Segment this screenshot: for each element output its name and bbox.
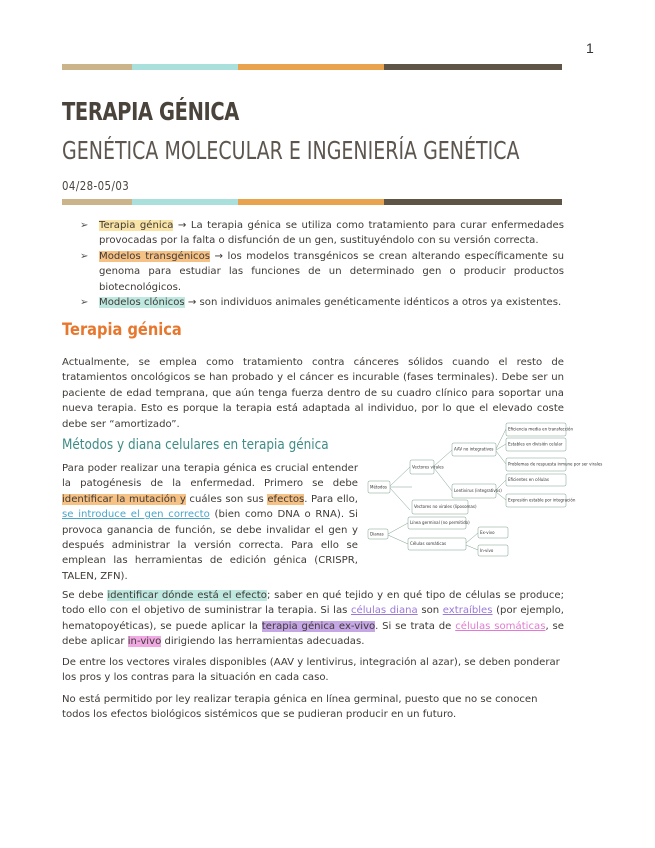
diagram-node-metodos: Métodos [370, 484, 387, 490]
text-highlight: efectos [267, 493, 305, 505]
diagram-node-aav-1: Eficiencia media en transfección [508, 426, 574, 432]
page-subtitle: GENÉTICA MOLECULAR E INGENIERÍA GENÉTICA [62, 136, 520, 165]
link-gen-correcto[interactable]: se introduce el gen correcto [62, 509, 210, 521]
paragraph-intro: Actualmente, se emplea como tratamiento contra cánceres sólidos cuando el resto de tratamientos oncológicos se han probado y el cáncer es incurable (fases terminales). Debe ser un paciente de edad temprana, que aún tenga fuerza dentro de su cuadro clínico para soportar una nueva terapia. Esto es porque la terapia está adaptada al individuo, por lo que el elevado coste debe ser “amortizado”. [62, 357, 564, 430]
term-definition: → son individuos animales genéticamente idénticos a otros ya existentes. [184, 297, 562, 309]
term-definition: → los modelos transgénicos se crean alterando específicamente su genoma para estudiar las funciones de un determinado gen o producir productos biotecnológicos. [99, 251, 564, 293]
arrow-bullet-icon: ➢ [80, 251, 89, 263]
arrow-bullet-icon: ➢ [80, 220, 89, 231]
term-definition: → La terapia génica se utiliza como tratamiento para curar enfermedades provocadas por la falta o disfunción de un gen, sustituyéndolo con su versión correcta. [99, 220, 564, 247]
list-item [80, 218, 564, 249]
diagram-node-aav: AAV no integrativos [454, 446, 494, 452]
term-highlight: Modelos clónicos [99, 297, 185, 309]
diagram-node-vectores-no-virales: Vectores no virales (liposomas) [414, 504, 477, 509]
paragraph-vectores: De entre los vectores virales disponibles (AAV y lentivirus, integración al azar), se deben ponderar los pros y los contras para la situación en cada caso. [62, 657, 560, 684]
link-extraibles[interactable]: extraíbles [442, 605, 493, 617]
methods-diagram [366, 420, 603, 562]
link-celulas-somaticas[interactable]: células somáticas [455, 620, 546, 632]
section-heading-terapia-genica: Terapia génica [62, 320, 182, 340]
top-divider-bar [62, 64, 562, 70]
text-highlight: in-vivo [127, 636, 162, 648]
diagram-node-in-vivo: In-vivo [480, 548, 494, 553]
paragraph-diana: Se debe identificar dónde está el efecto; saber en qué tejido y en qué tipo de células se produce; todo ello con el objetivo de suministrar la terapia. Si las células diana son extraíbles (por ejemplo, hematopoyéticas), se puede aplicar la terapia génica ex-vivo. Si se trata de células somáticas, se debe aplicar in-vivo dirigiendo las herramientas adecuadas. [62, 590, 564, 648]
arrow-bullet-icon: ➢ [80, 297, 89, 309]
date-range: 04/28-05/03 [62, 179, 130, 193]
term-highlight: Modelos transgénicos [99, 251, 211, 263]
paragraph-linea-germinal: No está permitido por ley realizar terapia génica en línea germinal, puesto que no se conocen todos los efectos biológicos sistémicos que se pudieran producir en un futuro. [62, 694, 538, 721]
section-heading-metodos: Métodos y diana celulares en terapia génica [62, 437, 329, 453]
paragraph-metodos: Para poder realizar una terapia génica es crucial entender la patogénesis de la enfermedad. Primero se debe identificar la mutación y cuáles son sus efectos. Para ello, se introduce el gen correcto (bien como DNA o RNA). Si provoca ganancia de función, se debe invalidar el gen y después administrar la versión correcta. Para ello se emplean las herramientas de edición génica (CRISPR, TALEN, ZFN). [62, 463, 358, 582]
diagram-node-lenti-1: Eficientes en células [508, 477, 549, 482]
diagram-node-vectores-virales: Vectores virales [412, 464, 444, 470]
diagram-node-lentivirus: Lentivirus (integrativos) [454, 488, 502, 493]
text-highlight: identificar dónde está el efecto [107, 590, 267, 601]
diagram-node-lenti-2: Expresión estable por integración [508, 497, 576, 503]
diagram-node-aav-3: Problemas de respuesta inmune por ser virales [508, 461, 603, 467]
list-item [80, 295, 564, 310]
diagram-node-linea-germinal: Línea germinal (no permitido) [410, 520, 470, 525]
diagram-node-ex-vivo: Ex-vivo [480, 530, 495, 535]
page-number: 1 [586, 40, 594, 56]
link-celulas-diana[interactable]: células diana [350, 605, 418, 617]
text-highlight: terapia génica ex-vivo [261, 620, 376, 632]
definitions-list [80, 218, 564, 311]
diagram-node-celulas-somaticas: Células somáticas [410, 541, 447, 546]
text-highlight: identificar la mutación y [62, 493, 186, 505]
diagram-node-dianas: Dianas [370, 531, 384, 537]
page-title: TERAPIA GÉNICA [62, 97, 240, 126]
list-item [80, 249, 564, 295]
header-divider-bar [62, 199, 562, 205]
diagram-node-aav-2: Estables en división celular [508, 441, 563, 447]
term-highlight: Terapia génica [99, 220, 174, 231]
